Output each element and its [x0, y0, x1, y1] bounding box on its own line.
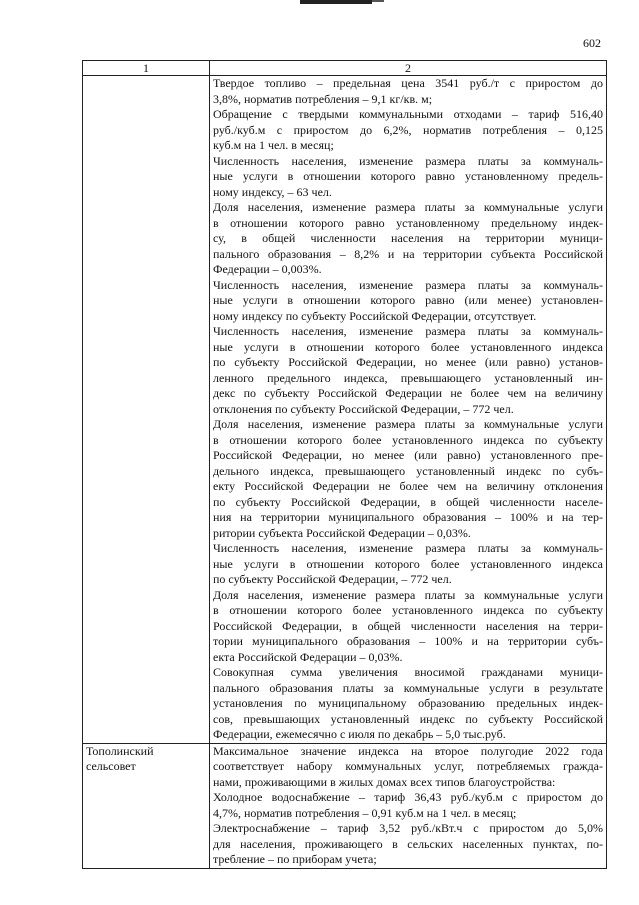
text-line: екта Российской Федерации – 0,03%.	[213, 649, 403, 664]
text-line: в отношении которого равно установленному предельному индек-	[213, 215, 603, 230]
text-line: декс по субъекту Российской Федерации не более чем на величину	[213, 386, 603, 400]
text-line: Федерации, ежемесячно с июля по декабрь – 5,0 тыс.руб.	[213, 727, 506, 741]
text-line: Российской Федерации, в общей численности населения на терри-	[213, 618, 603, 633]
text-line: Совокупная сумма увеличения вносимой гражданами муници-	[213, 665, 603, 679]
text-paragraph	[213, 588, 603, 666]
text-paragraph	[213, 76, 603, 107]
text-paragraph	[213, 324, 603, 417]
table-header-row	[83, 61, 607, 76]
text-line: по субъекту Российской Федерации, но менее (или равно) установ-	[213, 355, 603, 369]
text-paragraph	[213, 154, 603, 201]
text-line: ному индексу, – 63 чел.	[213, 184, 332, 199]
text-paragraph	[213, 744, 603, 791]
description-cell	[210, 76, 607, 744]
territory-cell	[83, 743, 210, 868]
text-line: сов, превышающих установленный индекс по субъекту Российской	[213, 711, 603, 726]
territory-cell	[83, 76, 210, 744]
territory-name-line: Тополинский	[86, 743, 154, 758]
text-line: для населения, проживающего в сельских населенных пунктах, по-	[213, 836, 603, 851]
text-line: екту Российской Федерации не более чем на величину отклонения	[213, 479, 603, 493]
table-row	[83, 76, 607, 744]
text-line: Максимальное значение индекса на второе полугодие 2022 года	[213, 743, 603, 758]
text-line: тории муниципального образования – 100% и на территории субъ-	[213, 634, 603, 648]
text-line: соответствует набору коммунальных услуг, потребляемых гражда-	[213, 759, 603, 773]
text-line: Численность населения, изменение размера платы за коммуналь-	[213, 324, 603, 338]
text-line: су, в общей численности населения на территории муници-	[213, 231, 603, 245]
text-line: Федерации – 0,003%.	[213, 262, 322, 276]
text-line: ные услуги в отношении которого равно (или менее) установлен-	[213, 293, 603, 307]
table-row	[83, 743, 607, 868]
text-line: пального образования – 8,2% и на территории субъекта Российской	[213, 246, 603, 261]
text-line: Твердое топливо – предельная цена 3541 руб./т с приростом до	[213, 76, 603, 90]
text-line: требление – по приборам учета;	[213, 852, 377, 866]
territory-name-line: сельсовет	[86, 759, 136, 773]
text-line: пального образования платы за коммунальные услуги в результате	[213, 680, 603, 695]
scan-artifact-tail	[372, 0, 384, 2]
text-line: отклонения по субъекту Российской Федерации, – 772 чел.	[213, 401, 514, 416]
text-line: ритории субъекта Российской Федерации – 0,03%.	[213, 525, 471, 540]
text-line: ния на территории муниципального образования – 100% и на тер-	[213, 510, 603, 524]
text-paragraph	[213, 541, 603, 588]
text-line: Доля населения, изменение размера платы за коммунальные услуги	[213, 417, 603, 431]
text-paragraph	[213, 278, 603, 325]
text-line: ные услуги в отношении которого равно установленному предель-	[213, 169, 603, 183]
text-line: Численность населения, изменение размера платы за коммуналь-	[213, 277, 603, 292]
text-line: руб./куб.м с приростом до 6,2%, норматив потребления – 0,125	[213, 122, 603, 137]
column-header-1: 1	[83, 61, 210, 76]
text-line: дельного индекса, превышающего установленный индекс по субъ-	[213, 463, 603, 478]
text-paragraph	[213, 200, 603, 278]
text-line: Доля населения, изменение размера платы за коммунальные услуги	[213, 200, 603, 214]
column-header-2: 2	[210, 61, 607, 76]
text-paragraph	[213, 107, 603, 154]
page-number: 602	[583, 36, 601, 50]
text-line: в отношении которого более установленного индекса по субъекту	[213, 603, 603, 617]
text-line: Численность населения, изменение размера платы за коммуналь-	[213, 541, 603, 555]
text-line: установления по муниципальному образованию предельных индек-	[213, 696, 603, 710]
text-line: нами, проживающими в жилых домах всех типов благоустройства:	[213, 774, 556, 789]
text-line: по субъекту Российской Федерации, в общей численности населе-	[213, 494, 603, 509]
text-line: Доля населения, изменение размера платы за коммунальные услуги	[213, 587, 603, 602]
text-line: ному индексу по субъекту Российской Федерации, отсутствует.	[213, 308, 537, 323]
text-paragraph	[213, 417, 603, 541]
text-paragraph	[213, 821, 603, 868]
text-paragraph	[213, 665, 603, 743]
text-line: Холодное водоснабжение – тариф 36,43 руб./куб.м с приростом до	[213, 790, 603, 804]
description-cell	[210, 743, 607, 868]
text-line: Обращение с твердыми коммунальными отходами – тариф 516,40	[213, 107, 603, 121]
text-paragraph	[213, 790, 603, 821]
text-line: Российской Федерации, но менее (или равно) установленного пре-	[213, 448, 603, 462]
text-line: 4,7%, норматив потребления – 0,91 куб.м на 1 чел. в месяц;	[213, 805, 517, 820]
text-line: по субъекту Российской Федерации, – 772 чел.	[213, 572, 452, 586]
text-line: ные услуги в отношении которого более установленного индекса	[213, 339, 603, 354]
document-table	[82, 60, 607, 869]
text-line: куб.м на 1 чел. в месяц;	[213, 138, 334, 152]
scan-artifact	[300, 0, 372, 4]
text-line: Электроснабжение – тариф 3,52 руб./кВт.ч с приростом до 5,0%	[213, 821, 603, 835]
text-line: ные услуги в отношении которого более установленного индекса	[213, 556, 603, 571]
text-line: Численность населения, изменение размера платы за коммуналь-	[213, 153, 603, 168]
text-line: 3,8%, норматив потребления – 9,1 кг/кв. м;	[213, 91, 433, 106]
text-line: ленного предельного индекса, превышающего установленный ин-	[213, 370, 603, 385]
text-line: в отношении которого более установленного индекса по субъекту	[213, 432, 603, 447]
